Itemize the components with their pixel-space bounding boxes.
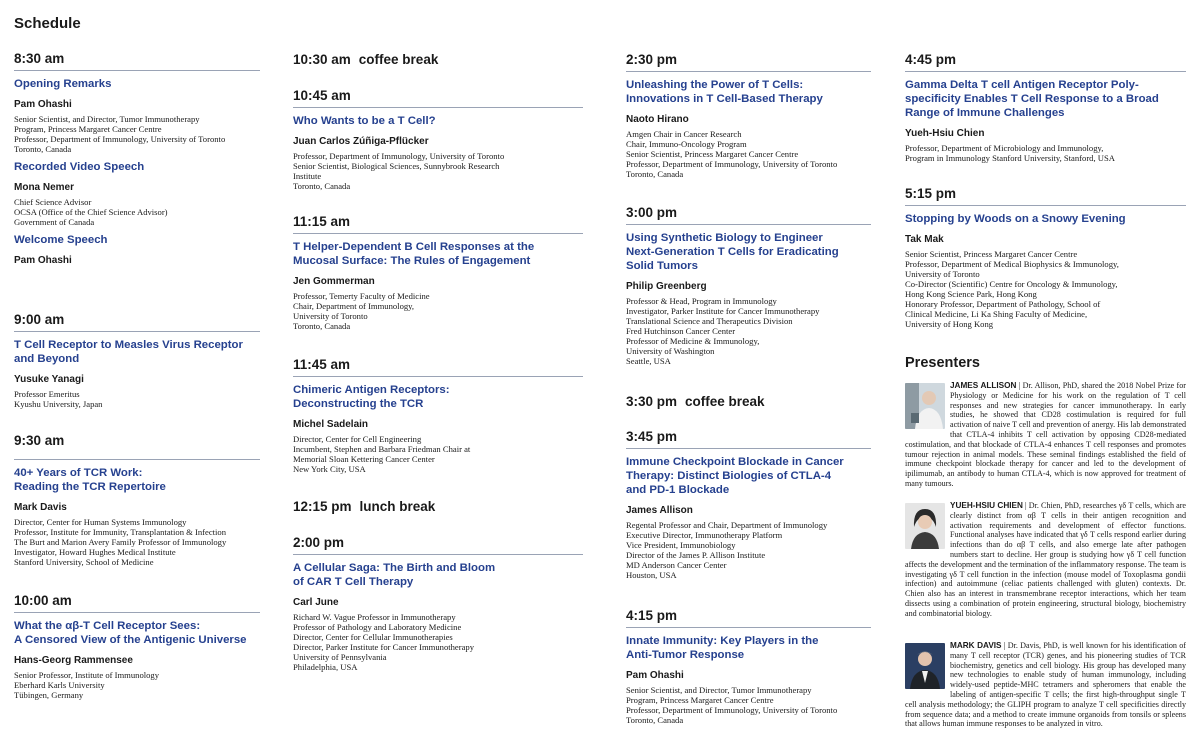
speaker-affiliation: Professor, Department of Microbiology and Immunology, Program in Immunology Stanford University, Stanford, USA	[905, 143, 1115, 163]
talk-title: What the αβ-T Cell Receptor Sees: A Censored View of the Antigenic Universe	[14, 620, 247, 646]
break-label: coffee break	[358, 52, 439, 67]
divider	[293, 554, 583, 555]
divider	[14, 612, 260, 613]
session-time: 10:30 am coffee break	[293, 52, 439, 67]
speaker-affiliation: Professor Emeritus Kyushu University, Japan	[14, 389, 103, 409]
divider	[626, 627, 871, 628]
talk-title: A Cellular Saga: The Birth and Bloom of CAR T Cell Therapy	[293, 562, 496, 588]
presenter-text: | Dr. Davis, PhD, is well known for his identification of many T cell receptor (TCR) genes, and his pioneering studies of TCR biochemistry, genetics and cell biology. His group has developed many new technologies to enable study of human immunology, including widely-used peptide-MHC tetramers and spheromers that enable the labeling of antigen-specific T cells; the first high-throughput single T cell analysis methodology; the GLIPH program to analyze T cell specificities directly from sequence data; and a method to create immune organoids from tonsils or spleens that allows human immune responses to be analyzed in vitro.	[905, 641, 1186, 729]
speaker-name: Tak Mak	[905, 234, 944, 245]
session-time: 9:30 am	[14, 433, 65, 448]
session-block	[626, 51, 871, 179]
presenters-heading: Presenters	[905, 355, 980, 371]
divider	[626, 71, 871, 72]
presenter-bio	[905, 381, 1186, 489]
speaker-name: Yueh-Hsiu Chien	[905, 128, 985, 139]
presenter-text: | Dr. Chien, PhD, researches γδ T cells, which are clearly distinct from αβ T cells in their antigen recognition and activation requirements and development of effector functions. Functional analyses have indicated that γδ T cells respond earlier during infections than do αβ T cells, and also emerge late after pathogen numbers start to decline. Her group is studying how γδ T cell function affects the development and the termination of the inflammatory response. The team is investigating γδ T cell function in the infection (mouse model of Toxoplasma gondii infection) and autoimmune (celiac patients challenged with gluten) contexts. Dr. Chien also has an interest in transmembrane receptor interactions, which her team dissects using a combination of protein engineering, structural biology, biochemistry and combinatorial biology.	[905, 501, 1186, 618]
talk-title: T Helper-Dependent B Cell Responses at the Mucosal Surface: The Rules of Engagement	[293, 241, 535, 267]
divider	[905, 71, 1186, 72]
talk-title: Chimeric Antigen Receptors: Deconstructing the TCR	[293, 384, 450, 410]
session-block	[293, 534, 583, 672]
break-label: coffee break	[685, 394, 765, 409]
speaker-name: Michel Sadelain	[293, 419, 369, 430]
session-block	[293, 356, 583, 474]
session-time: 9:00 am	[14, 312, 65, 327]
session-time: 4:15 pm	[626, 608, 678, 623]
speaker-name: Hans-Georg Rammensee	[14, 655, 133, 666]
session-block	[14, 592, 260, 700]
talk-title: Opening Remarks	[14, 78, 112, 90]
divider	[626, 224, 871, 225]
session-time: 3:00 pm	[626, 205, 678, 220]
presenter-text: | Dr. Allison, PhD, shared the 2018 Nobel Prize for Physiology or Medicine for his work on the regulation of T cell responses and new strategies for cancer immunotherapy. In early studies, he showed that CD28 costimulation is required for full activation of naive T cell and prevention of anergy. His lab demonstrated that CTLA-4 inhibits T cell activation by opposing CD28-mediated costimulation, and that blockade of CTLA-4 enhances T cell responses and promotes tumour rejection in animal models. These seminal findings established the field of immune checkpoint blockade therapy for cancer and led to the development of ipilimumab, an antibody to human CTLA-4, which is now approved for treatment of many tumours.	[905, 381, 1186, 488]
speaker-affiliation: Senior Scientist, and Director, Tumor Immunotherapy Program, Princess Margaret Cancer Centre Professor, Department of Immunology, University of Toronto Toronto, Canada	[14, 114, 226, 154]
session-block	[626, 204, 871, 366]
speaker-affiliation: Senior Scientist, and Director, Tumor Immunotherapy Program, Princess Margaret Cancer Centre Professor, Department of Immunology, University of Toronto Toronto, Canada	[626, 685, 838, 725]
session-time: 3:30 pm coffee break	[626, 394, 765, 409]
speaker-affiliation: Senior Professor, Institute of Immunology Eberhard Karls University Tübingen, Germany	[14, 670, 160, 700]
speaker-name: Pam Ohashi	[14, 255, 72, 266]
talk-title: Using Synthetic Biology to Engineer Next-Generation T Cells for Eradicating Solid Tumors	[626, 232, 839, 272]
session-time: 10:00 am	[14, 593, 72, 608]
speaker-name: Mona Nemer	[14, 182, 75, 193]
speaker-name: Yusuke Yanagi	[14, 374, 84, 385]
speaker-affiliation: Professor, Temerty Faculty of Medicine Chair, Department of Immunology, University of Toronto Toronto, Canada	[293, 291, 430, 331]
session-block	[626, 428, 871, 580]
session-time: 11:15 am	[293, 214, 351, 229]
speaker-affiliation: Chief Science Advisor OCSA (Office of the Chief Science Advisor) Government of Canada	[14, 197, 168, 227]
speaker-name: Jen Gommerman	[293, 276, 375, 287]
talk-title: Innate Immunity: Key Players in the Anti-Tumor Response	[626, 635, 819, 661]
divider	[293, 233, 583, 234]
speaker-affiliation: Director, Center for Cell Engineering Incumbent, Stephen and Barbara Friedman Chair at Memorial Sloan Kettering Cancer Center New York City, USA	[293, 434, 471, 474]
page-title: Schedule	[14, 15, 81, 32]
talk-title: T Cell Receptor to Measles Virus Receptor and Beyond	[14, 339, 243, 365]
session-block	[14, 311, 260, 409]
break-label: lunch break	[359, 499, 436, 514]
break-block	[626, 393, 871, 410]
session-time: 11:45 am	[293, 357, 351, 372]
speaker-affiliation: Senior Scientist, Princess Margaret Cancer Centre Professor, Department of Medical Biophysics & Immunology, University of Toronto Co-Director (Scientific) Centre for Oncology & Immunology, Hong Kong Science Park, Hong Kong Honorary Professor, Department of Pathology, School of Clinical Medicine, Li Ka Shing Faculty of Medicine, University of Hong Kong	[905, 249, 1119, 329]
presenter-photo	[905, 503, 945, 549]
presenter-name: JAMES ALLISON	[950, 381, 1017, 390]
session-block	[626, 607, 871, 725]
talk-title: 40+ Years of TCR Work: Reading the TCR Repertoire	[14, 467, 166, 493]
session-time: 5:15 pm	[905, 186, 957, 201]
divider	[14, 331, 260, 332]
presenter-photo	[905, 643, 945, 689]
session-block	[293, 87, 583, 191]
speaker-name: Mark Davis	[14, 502, 67, 513]
talk-title: Unleashing the Power of T Cells: Innovations in T Cell-Based Therapy	[626, 79, 823, 105]
presenter-bio	[905, 641, 1186, 729]
session-block	[14, 50, 260, 267]
speaker-affiliation: Regental Professor and Chair, Department of Immunology Executive Director, Immunotherapy Platform Vice President, Immunobiology Director of the James P. Allison Institute MD Anderson Cancer Center Houston, USA	[626, 520, 828, 580]
presenter-name: MARK DAVIS	[950, 641, 1002, 650]
break-block	[293, 51, 583, 68]
presenter-name: YUEH-HSIU CHIEN	[950, 501, 1023, 510]
divider	[293, 107, 583, 108]
presenter-photo	[905, 383, 945, 429]
speaker-affiliation: Director, Center for Human Systems Immunology Professor, Institute for Immunity, Transplantation & Infection The Burt and Marion Avery Family Professor of Immunology Investigator, Howard Hughes Medical Institute Stanford University, School of Medicine	[14, 517, 227, 567]
session-block	[293, 213, 583, 331]
talk-title: Who Wants to be a T Cell?	[293, 115, 436, 127]
speaker-name: Pam Ohashi	[14, 99, 72, 110]
talk-title: Welcome Speech	[14, 234, 108, 246]
session-time: 2:30 pm	[626, 52, 678, 67]
session-time: 4:45 pm	[905, 52, 957, 67]
break-block	[293, 498, 583, 515]
speaker-name: James Allison	[626, 505, 693, 516]
session-block	[905, 185, 1186, 329]
session-time: 10:45 am	[293, 88, 351, 103]
divider	[905, 205, 1186, 206]
talk-title: Immune Checkpoint Blockade in Cancer Therapy: Distinct Biologies of CTLA-4 and PD-1 Blockade	[626, 456, 844, 496]
session-time: 8:30 am	[14, 51, 65, 66]
talk-title: Stopping by Woods on a Snowy Evening	[905, 213, 1126, 225]
talk-title: Gamma Delta T cell Antigen Receptor Poly- specificity Enables T Cell Response to a Broad Range of Immune Challenges	[905, 79, 1159, 119]
presenter-bio	[905, 501, 1186, 619]
session-block	[905, 51, 1186, 163]
speaker-affiliation: Professor & Head, Program in Immunology Investigator, Parker Institute for Cancer Immunotherapy Translational Science and Therapeutics Division Fred Hutchinson Cancer Center Professor of Medicine & Immunology, University of Washington Seattle, USA	[626, 296, 820, 366]
speaker-affiliation: Amgen Chair in Cancer Research Chair, Immuno-Oncology Program Senior Scientist, Princess Margaret Cancer Centre Professor, Department of Immunology, University of Toronto Toronto, Canada	[626, 129, 838, 179]
speaker-name: Pam Ohashi	[626, 670, 684, 681]
speaker-name: Philip Greenberg	[626, 281, 707, 292]
divider	[14, 70, 260, 71]
speaker-affiliation: Richard W. Vague Professor in Immunotherapy Professor of Pathology and Laboratory Medicine Director, Center for Cellular Immunotherapies Director, Parker Institute for Cancer Immunotherapy University of Pennsylvania Philadelphia, USA	[293, 612, 475, 672]
speaker-name: Naoto Hirano	[626, 114, 689, 125]
divider	[14, 459, 260, 460]
session-time: 12:15 pm lunch break	[293, 499, 436, 514]
talk-title: Recorded Video Speech	[14, 161, 145, 173]
session-block	[14, 432, 260, 567]
divider	[293, 376, 583, 377]
speaker-affiliation: Professor, Department of Immunology, University of Toronto Senior Scientist, Biological Sciences, Sunnybrook Research Institute Toronto, Canada	[293, 151, 505, 191]
speaker-name: Carl June	[293, 597, 339, 608]
session-time: 3:45 pm	[626, 429, 678, 444]
session-time: 2:00 pm	[293, 535, 345, 550]
divider	[626, 448, 871, 449]
speaker-name: Juan Carlos Zúñiga-Pflücker	[293, 136, 429, 147]
